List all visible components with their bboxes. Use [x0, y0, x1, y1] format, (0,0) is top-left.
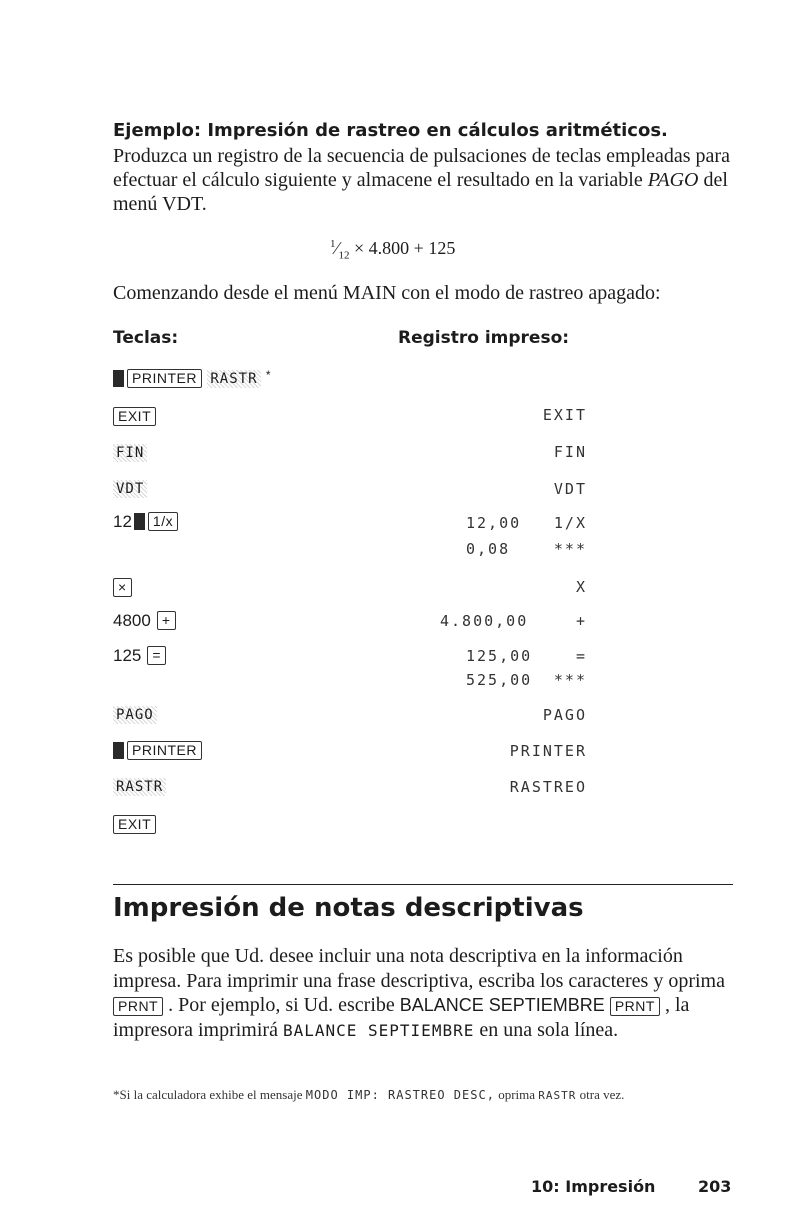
equals-key: = — [147, 646, 166, 665]
footnote — [113, 1086, 753, 1105]
row-printer — [113, 740, 202, 760]
rastr-menu-key: RASTR — [113, 778, 166, 796]
exit-key: EXIT — [113, 407, 156, 426]
row-multiply — [113, 577, 132, 597]
row-exit-final — [113, 814, 156, 834]
rastr-menu-key: RASTR — [207, 370, 260, 388]
print-125-op: = — [575, 647, 587, 665]
printer-key: PRINTER — [127, 741, 202, 760]
formula: $^1⁄_{12} \times 4.800 + 125$ — [330, 238, 456, 262]
pago-menu-key: PAGO — [113, 706, 157, 724]
footnote-text-3: otra vez. — [576, 1087, 625, 1102]
print-4800-op: + — [575, 612, 587, 630]
print-multiply-op: X — [575, 578, 587, 596]
exit-key: EXIT — [113, 815, 156, 834]
keys-column-header: Teclas: — [113, 328, 179, 348]
page-number: 203 — [698, 1177, 732, 1196]
row-exit — [113, 406, 156, 426]
row-rastr — [113, 776, 166, 796]
print-exit: EXIT — [542, 406, 587, 424]
asterisk-note: * — [265, 368, 271, 382]
print-125-value: 125,00 — [466, 647, 533, 665]
print-12-op: 1/X — [553, 514, 587, 532]
row-vdt — [113, 478, 147, 498]
prnt-key: PRNT — [610, 997, 660, 1016]
section-text-4: en una sola línea. — [474, 1018, 619, 1041]
section-divider — [113, 884, 733, 885]
section-text-3: , la impresora imprimirá — [113, 994, 690, 1041]
row-fin — [113, 442, 147, 462]
print-525-value: 525,00 — [466, 671, 533, 689]
section-text-1: Es posible que Ud. desee incluir una nota descriptiva en la información impresa. Para imprimir una frase descriptiva, escriba los caracteres y oprima — [113, 945, 725, 992]
section-text-2: . Por ejemplo, si Ud. escribe — [163, 994, 400, 1016]
footnote-text-2: oprima — [494, 1087, 539, 1102]
footer-chapter: 10: Impresión — [531, 1177, 656, 1196]
print-vdt: VDT — [553, 480, 587, 498]
footnote-key: RASTR — [538, 1089, 577, 1102]
shift-key-icon — [113, 370, 124, 387]
printout-column-header: Registro impreso: — [398, 328, 570, 348]
section-title: Impresión de notas descriptivas — [113, 893, 584, 923]
fin-menu-key: FIN — [113, 444, 147, 462]
footnote-message: MODO IMP: RASTREO DESC, — [305, 1088, 495, 1102]
shift-key-icon — [113, 742, 124, 759]
footnote-text-1: *Si la calculadora exhibe el mensaje — [113, 1087, 306, 1102]
print-fin: FIN — [553, 443, 587, 461]
formula-denominator: 12 — [338, 249, 350, 262]
variable-name: PAGO — [647, 169, 699, 191]
print-525-op: *** — [553, 671, 587, 689]
print-rastreo: RASTREO — [509, 778, 587, 796]
formula-rest: × 4.800 + 125 — [349, 238, 456, 258]
shift-key-icon — [134, 513, 145, 530]
example-output-text: BALANCE SEPTIEMBRE — [282, 1020, 475, 1040]
print-4800-value: 4.800,00 — [440, 612, 529, 630]
example-input-text: BALANCE SEPTIEMBRE — [399, 995, 605, 1015]
printer-key: PRINTER — [127, 369, 202, 388]
row-pago — [113, 704, 157, 724]
print-printer: PRINTER — [509, 742, 587, 760]
example-text-1: Produzca un registro de la secuencia de pulsaciones de teclas empleadas para efectuar el cálculo siguiente y almacene el resultado en la variable — [113, 145, 730, 191]
example-title: Ejemplo: Impresión de rastreo en cálculos aritméticos. — [113, 120, 668, 141]
vdt-menu-key: VDT — [113, 480, 147, 498]
example-text-2: del menú VDT. — [113, 169, 728, 215]
digits-12: 12 — [113, 511, 132, 531]
intro-text: Comenzando desde el menú MAIN con el modo de rastreo apagado: — [113, 282, 661, 304]
formula-numerator: 1 — [330, 238, 336, 250]
print-008-value: 0,08 — [466, 540, 511, 558]
print-pago: PAGO — [542, 706, 587, 724]
row-125-equals — [113, 645, 166, 666]
plus-key: + — [157, 611, 176, 630]
example-description — [113, 144, 753, 216]
row-12-inverse — [113, 511, 178, 532]
print-008-op: *** — [553, 540, 587, 558]
digits-4800: 4800 — [113, 610, 151, 630]
prnt-key: PRNT — [113, 997, 163, 1016]
section-paragraph — [113, 944, 738, 1043]
row-printer-rastr — [113, 368, 271, 388]
digits-125: 125 — [113, 645, 142, 665]
print-12-value: 12,00 — [466, 514, 522, 532]
inverse-key: 1/x — [148, 512, 178, 531]
row-4800-plus — [113, 610, 176, 631]
multiply-key: × — [113, 578, 132, 597]
